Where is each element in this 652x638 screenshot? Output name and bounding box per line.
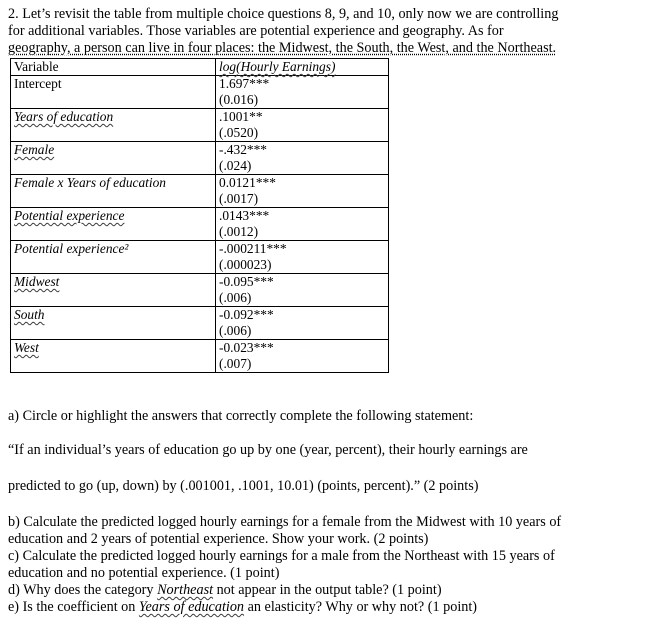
row-label — [11, 142, 216, 175]
table-row — [11, 208, 389, 241]
question-intro — [8, 6, 644, 57]
row-value — [216, 208, 389, 241]
row-label — [11, 175, 216, 208]
header-dependent-text: log(Hourly Earnings) — [219, 59, 336, 74]
coef: -.000211*** — [219, 241, 287, 256]
row-label — [11, 109, 216, 142]
question-parts — [8, 408, 648, 616]
row-label-text: South — [14, 307, 45, 322]
part-d — [8, 582, 648, 599]
row-label-text: Years of education — [14, 109, 114, 124]
coef: 0.0121*** — [219, 175, 276, 190]
part-a: a) Circle or highlight the answers that correctly complete the following statement: — [8, 408, 474, 424]
std-error: (.024) — [219, 158, 252, 173]
row-label-text: Female — [14, 142, 55, 157]
table-row — [11, 76, 389, 109]
row-value — [216, 142, 389, 175]
part-e-keyword: Years of education — [138, 599, 245, 615]
coef: -0.092*** — [219, 307, 274, 322]
part-c-line-2: education and no potential experience. (1 point) — [8, 565, 280, 581]
table-header-row — [11, 59, 389, 76]
std-error: (0.016) — [219, 92, 259, 107]
part-a-statement-line-1: “If an individual’s years of education go up by one (year, percent), their hourly earnings are — [8, 442, 528, 458]
part-a-statement-line-2: predicted to go (up, down) by (.001001, .1001, 10.01) (points, percent).” (2 points) — [8, 478, 479, 494]
row-label — [11, 274, 216, 307]
part-e-suffix: an elasticity? Why or why not? (1 point) — [244, 599, 478, 615]
intro-line-2: for additional variables. Those variables are potential experience and geography. As for — [8, 23, 504, 39]
row-value — [216, 241, 389, 274]
row-label-text: Female x Years of education — [14, 175, 166, 190]
table-row — [11, 340, 389, 373]
worksheet-page — [8, 6, 644, 615]
row-label — [11, 307, 216, 340]
coef: 1.697*** — [219, 76, 270, 91]
std-error: (.0017) — [219, 191, 259, 206]
row-value — [216, 175, 389, 208]
row-value — [216, 76, 389, 109]
part-d-suffix: not appear in the output table? (1 point) — [213, 582, 442, 598]
coef: -0.095*** — [219, 274, 274, 289]
part-c-line-1: c) Calculate the predicted logged hourly earnings for a male from the Northeast with 15 years of — [8, 548, 555, 564]
part-b-line-1: b) Calculate the predicted logged hourly earnings for a female from the Midwest with 10 years of — [8, 514, 562, 530]
table-row — [11, 109, 389, 142]
std-error: (.007) — [219, 356, 252, 371]
row-label-text: Midwest — [14, 274, 60, 289]
std-error: (.0520) — [219, 125, 259, 140]
intro-line-1: 2. Let’s revisit the table from multiple choice questions 8, 9, and 10, only now we are controlling — [8, 6, 559, 22]
table-row — [11, 307, 389, 340]
std-error: (.0012) — [219, 224, 259, 239]
part-b-line-2: education and 2 years of potential experience. Show your work. (2 points) — [8, 531, 429, 547]
part-d-keyword: Northeast — [157, 582, 214, 598]
coef: .1001** — [219, 109, 263, 124]
row-value — [216, 340, 389, 373]
coef: -.432*** — [219, 142, 267, 157]
row-label — [11, 208, 216, 241]
row-value — [216, 109, 389, 142]
intro-line-3-text: geography, a person can live in four places: the Midwest, the South, the West, and the Northeast. — [8, 40, 557, 56]
table-row — [11, 241, 389, 274]
header-variable: Variable — [11, 59, 216, 76]
intro-line-3 — [8, 40, 644, 57]
table-row — [11, 175, 389, 208]
row-label-text: West — [14, 340, 39, 355]
table-row — [11, 274, 389, 307]
std-error: (.006) — [219, 323, 252, 338]
regression-table — [10, 58, 389, 373]
table-row — [11, 142, 389, 175]
coef: .0143*** — [219, 208, 270, 223]
row-value — [216, 274, 389, 307]
row-label: Intercept — [11, 76, 216, 109]
row-label-text: Potential experience² — [14, 241, 129, 256]
row-value — [216, 307, 389, 340]
part-e-prefix: e) Is the coefficient on — [8, 599, 139, 615]
row-label-text: Potential experience — [14, 208, 125, 223]
row-label — [11, 340, 216, 373]
std-error: (.006) — [219, 290, 252, 305]
part-e — [8, 599, 648, 616]
part-d-prefix: d) Why does the category — [8, 582, 158, 598]
header-dependent — [216, 59, 389, 76]
std-error: (.000023) — [219, 257, 272, 272]
coef: -0.023*** — [219, 340, 274, 355]
row-label — [11, 241, 216, 274]
